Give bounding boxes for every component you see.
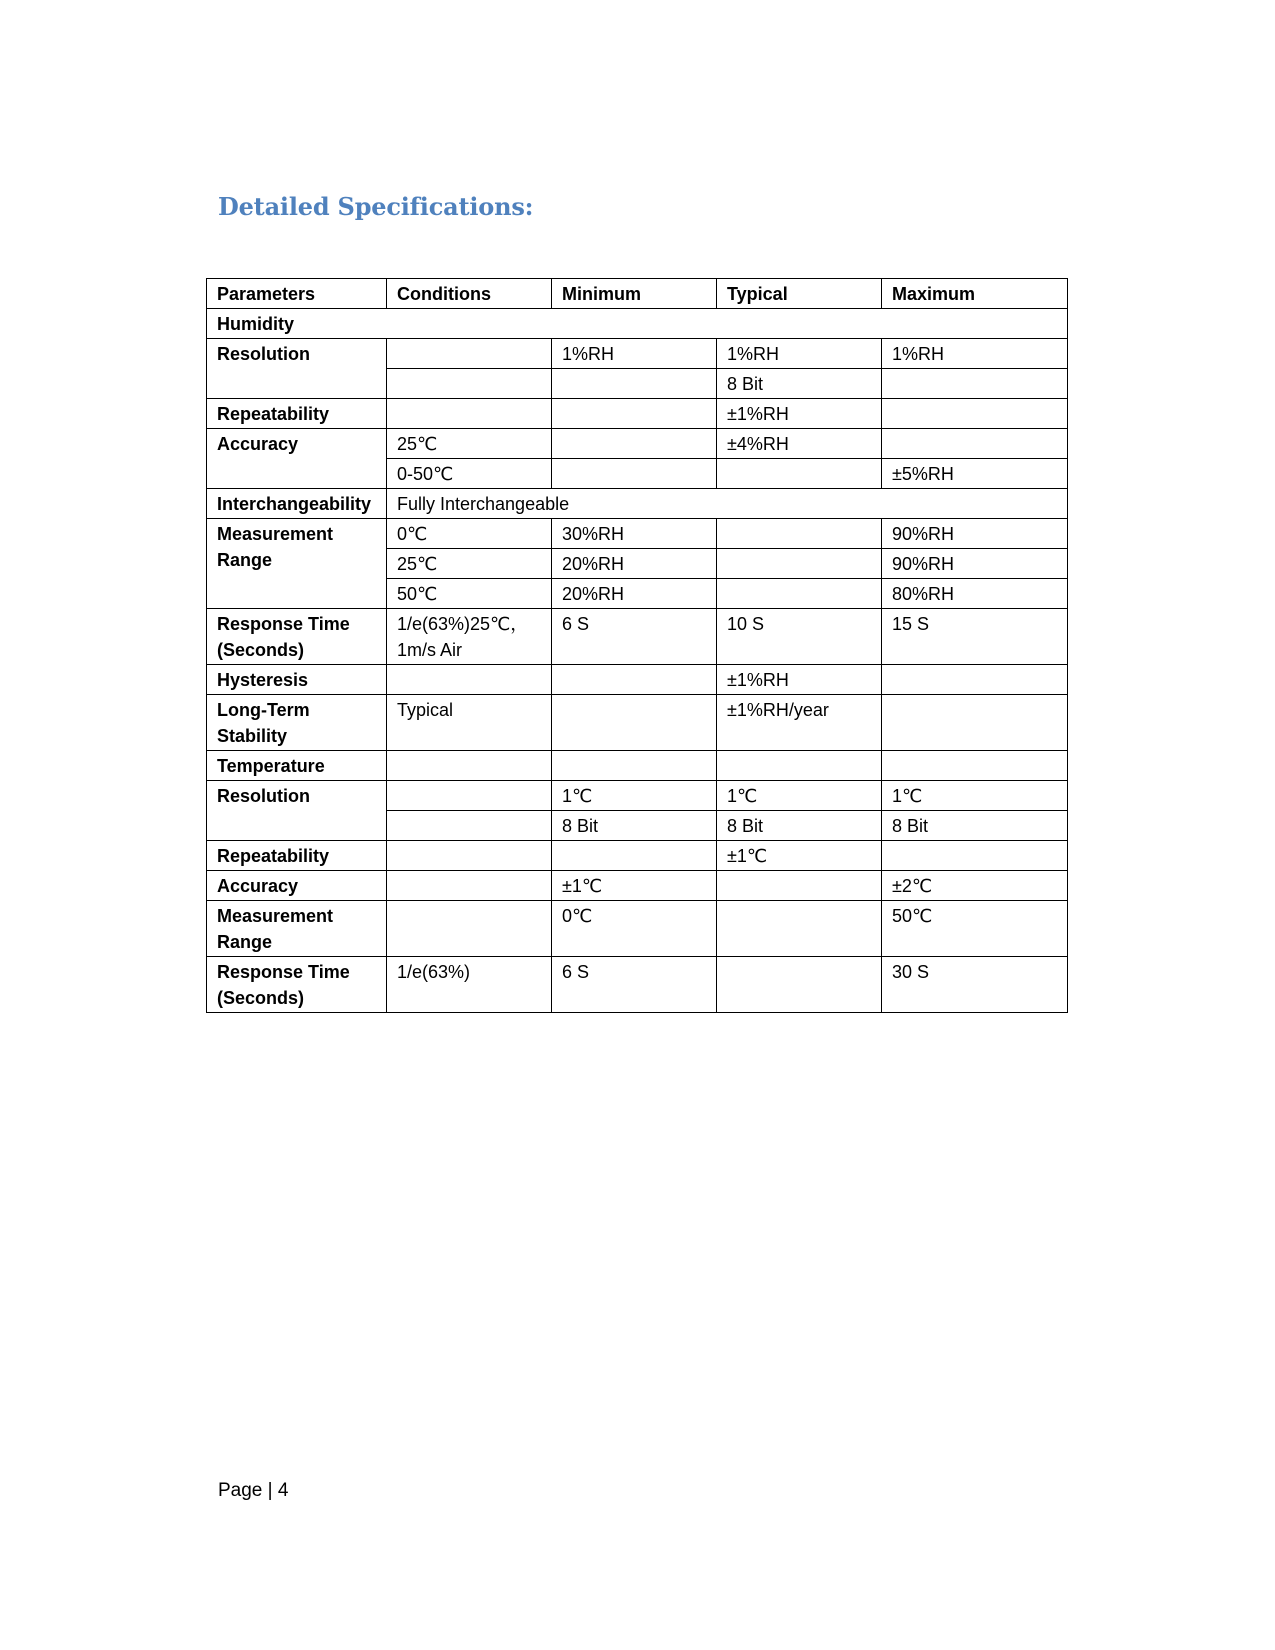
table-cell: 30 S [882,957,1068,1013]
table-cell: 80%RH [882,579,1068,609]
table-cell: 10 S [717,609,882,665]
table-row [207,901,1068,957]
table-header-row [207,279,1068,309]
param-label: Measurement Range [207,901,387,957]
table-cell [387,871,552,901]
table-cell: 50℃ [882,901,1068,957]
table-cell: 90%RH [882,549,1068,579]
table-row [207,489,1068,519]
table-row [207,957,1068,1013]
table-row [207,695,1068,751]
section-label-temperature: Temperature [207,751,387,781]
table-cell [552,841,717,871]
param-label: Accuracy [207,871,387,901]
table-cell [387,399,552,429]
table-cell [882,369,1068,399]
table-cell: Typical [387,695,552,751]
table-row [207,339,1068,369]
table-row [207,665,1068,695]
param-label: Accuracy [207,429,387,489]
table-cell [717,901,882,957]
table-row [207,841,1068,871]
param-label: Hysteresis [207,665,387,695]
table-cell: 20%RH [552,549,717,579]
table-cell [882,399,1068,429]
section-label-humidity: Humidity [207,309,1068,339]
table-cell [387,811,552,841]
table-row [207,519,1068,549]
table-cell [387,781,552,811]
table-cell [717,579,882,609]
table-cell: 8 Bit [717,369,882,399]
table-cell [717,549,882,579]
table-cell: 1%RH [882,339,1068,369]
table-cell [387,665,552,695]
param-label: Repeatability [207,841,387,871]
table-cell: 8 Bit [882,811,1068,841]
table-cell: 0-50℃ [387,459,552,489]
param-label: Response Time (Seconds) [207,609,387,665]
table-cell [717,957,882,1013]
table-cell [552,399,717,429]
table-cell: ±1%RH [717,665,882,695]
table-cell: 6 S [552,957,717,1013]
param-label: Measurement Range [207,519,387,609]
table-cell: ±5%RH [882,459,1068,489]
table-cell: ±1℃ [717,841,882,871]
table-cell: 8 Bit [717,811,882,841]
table-cell [882,841,1068,871]
section-row-temperature [207,751,1068,781]
param-label: Interchangeability [207,489,387,519]
section-row-humidity [207,309,1068,339]
table-cell [717,519,882,549]
table-cell [552,695,717,751]
table-cell: 8 Bit [552,811,717,841]
table-cell: 25℃ [387,429,552,459]
table-cell: 50℃ [387,579,552,609]
table-cell: 1℃ [717,781,882,811]
table-cell [552,429,717,459]
table-cell: 1/e(63%)25℃，1m/s Air [387,609,552,665]
table-cell [717,751,882,781]
table-cell: 6 S [552,609,717,665]
table-cell: ±1%RH [717,399,882,429]
table-cell [882,429,1068,459]
table-row [207,609,1068,665]
param-label: Long-Term Stability [207,695,387,751]
table-cell [552,369,717,399]
table-cell: ±2℃ [882,871,1068,901]
header-conditions: Conditions [387,279,552,309]
param-label: Repeatability [207,399,387,429]
table-cell [882,665,1068,695]
table-cell [387,841,552,871]
table-cell [552,665,717,695]
table-cell: 0℃ [552,901,717,957]
page-title: Detailed Specifications: [218,192,534,221]
table-row [207,871,1068,901]
table-cell: 1%RH [717,339,882,369]
table-cell: ±1%RH/year [717,695,882,751]
table-cell [387,339,552,369]
table-row [207,781,1068,811]
table-cell: 1℃ [552,781,717,811]
table-cell [882,695,1068,751]
table-cell: Fully Interchangeable [387,489,1068,519]
param-label: Resolution [207,339,387,399]
header-typical: Typical [717,279,882,309]
table-cell: 30%RH [552,519,717,549]
table-cell: 1℃ [882,781,1068,811]
table-cell: 1%RH [552,339,717,369]
table-row [207,429,1068,459]
table-cell: 1/e(63%) [387,957,552,1013]
table-cell: 0℃ [387,519,552,549]
table-row [207,399,1068,429]
table-cell: 20%RH [552,579,717,609]
table-cell [717,459,882,489]
table-cell [387,901,552,957]
table-cell: 15 S [882,609,1068,665]
table-cell [717,871,882,901]
table-cell: ±4%RH [717,429,882,459]
specifications-table [206,278,1068,1013]
table-cell [387,751,552,781]
param-label: Resolution [207,781,387,841]
table-cell: 25℃ [387,549,552,579]
header-maximum: Maximum [882,279,1068,309]
table-cell: 90%RH [882,519,1068,549]
page-footer: Page | 4 [218,1480,289,1501]
header-minimum: Minimum [552,279,717,309]
table-cell [387,369,552,399]
table-cell [552,459,717,489]
header-parameters: Parameters [207,279,387,309]
table-cell [882,751,1068,781]
table-cell: ±1℃ [552,871,717,901]
table-cell [552,751,717,781]
param-label: Response Time (Seconds) [207,957,387,1013]
